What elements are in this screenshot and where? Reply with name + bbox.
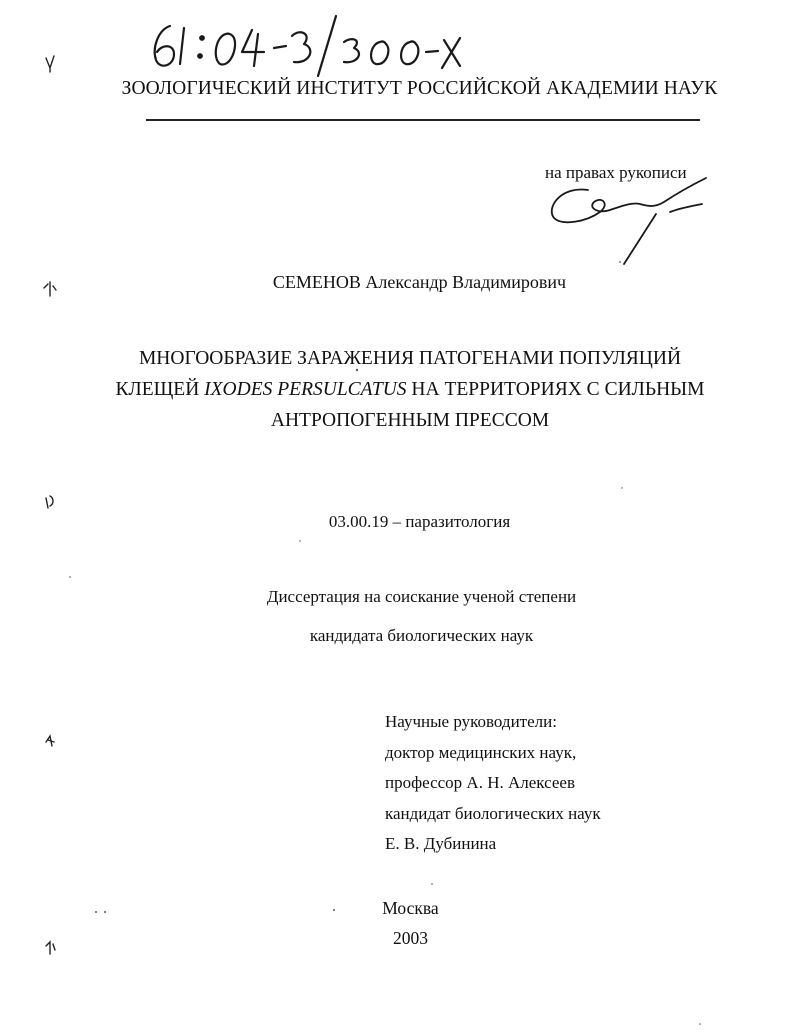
supervisor-line: профессор А. Н. Алексеев [385, 773, 575, 792]
title-line-1: МНОГООБРАЗИЕ ЗАРАЖЕНИЯ ПАТОГЕНАМИ ПОПУЛЯЦИЙ [138, 348, 682, 369]
title-line-2-suffix: НА ТЕРРИТОРИЯХ С СИЛЬНЫМ [406, 379, 705, 400]
year: 2003 [393, 928, 428, 948]
supervisor-line: доктор медицинских наук, [385, 742, 577, 762]
signature [540, 168, 720, 268]
degree-statement-line-2: кандидата биологических наук [309, 626, 534, 645]
title-line-2 [100, 374, 720, 405]
degree-statement-line-1: Диссертация на соискание ученой степени [266, 587, 577, 606]
specialty-code: 03.00.19 – паразитология [328, 512, 511, 531]
dissertation-title [100, 343, 720, 436]
title-line-2-prefix: КЛЕЩЕЙ [115, 379, 205, 400]
supervisors-heading: Научные руководители: [385, 712, 557, 731]
header-divider [146, 119, 700, 121]
supervisors-block [385, 707, 601, 860]
species-name: IXODES PERSULCATUS [204, 379, 407, 400]
institute-name: ЗООЛОГИЧЕСКИЙ ИНСТИТУТ РОССИЙСКОЙ АКАДЕМИИ НАУК [121, 78, 718, 99]
author-name: СЕМЕНОВ Александр Владимирович [272, 272, 567, 292]
manuscript-rights-note: на правах рукописи [545, 163, 687, 182]
supervisor-line: кандидат биологических наук [385, 803, 601, 823]
title-line-3: АНТРОПОГЕННЫМ ПРЕССОМ [270, 410, 550, 431]
supervisor-line: Е. В. Дубинина [385, 834, 497, 853]
city: Москва [382, 898, 439, 918]
handwritten-catalog-number [140, 8, 540, 78]
